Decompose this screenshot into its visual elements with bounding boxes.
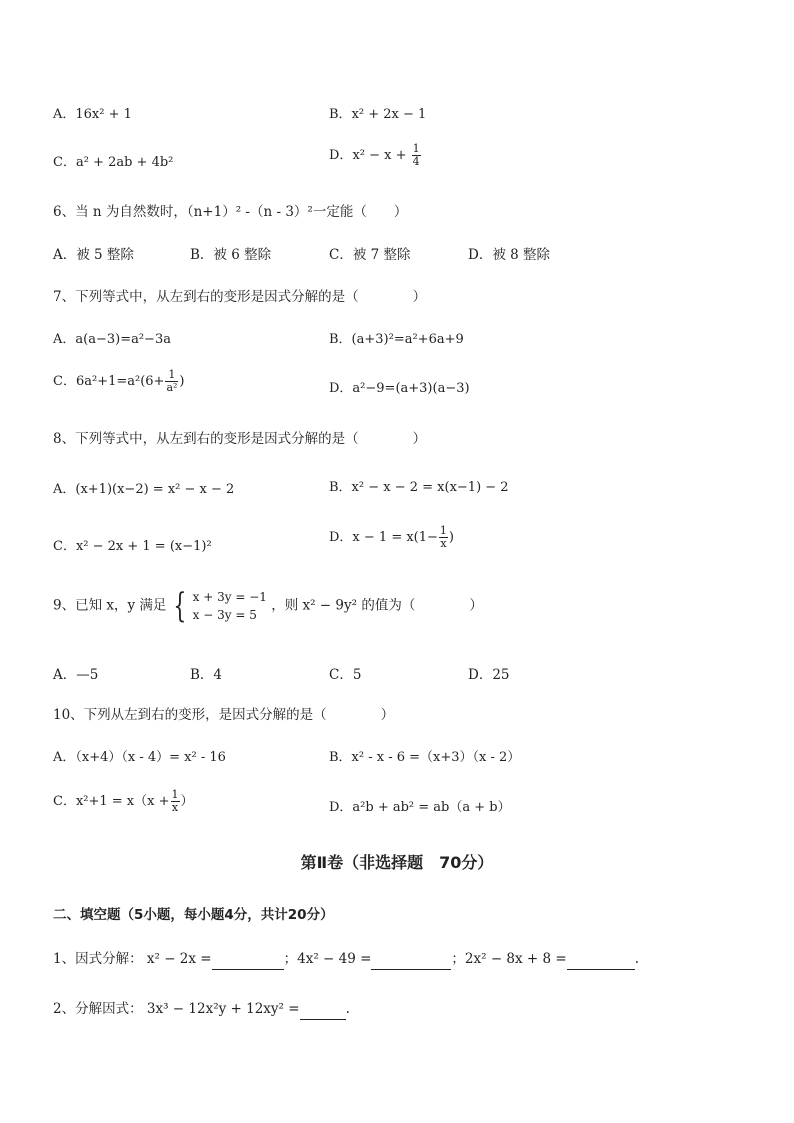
q8-option-d <box>329 525 454 550</box>
option-text: ) <box>179 374 185 389</box>
q5-option-c <box>53 151 173 170</box>
question-text: ，则 x² − 9y² 的值为（ ） <box>271 597 483 614</box>
expression: x² − 2x = <box>146 951 212 967</box>
option-text: C．x²+1 = x（x + <box>53 794 170 809</box>
option-text: ） <box>180 794 194 809</box>
option-label: B． <box>329 107 352 122</box>
option-text: x² + 2x − 1 <box>351 107 427 122</box>
fraction-denominator: x <box>440 537 447 550</box>
answer-blank[interactable] <box>567 953 635 970</box>
q9-text <box>53 588 483 624</box>
fraction-denominator: a² <box>166 381 178 394</box>
fill-question-1 <box>53 947 639 970</box>
q8-text: 8、下列等式中，从左到右的变形是因式分解的是（ ） <box>53 431 427 447</box>
q8-option-b: B．x² − x − 2 = x(x−1) − 2 <box>329 480 509 495</box>
option-text: x² − x + <box>352 148 407 163</box>
q6-option-a: A．被 5 整除 <box>53 247 134 263</box>
option-text: D．x − 1 = x(1− <box>329 530 438 545</box>
expression: 4x² − 49 = <box>297 951 372 967</box>
fraction <box>412 143 421 168</box>
separator: ； <box>283 951 298 967</box>
q6-option-d: D．被 8 整除 <box>468 247 550 263</box>
question-text: 9、已知 x，y 满足 <box>53 597 167 614</box>
fraction-numerator: 1 <box>439 524 447 537</box>
q10-option-b: B．x² - x - 6 =（x+3）（x - 2） <box>329 750 521 765</box>
answer-blank[interactable] <box>300 1003 346 1020</box>
q9-option-c: C．5 <box>329 667 362 683</box>
fraction <box>439 525 448 550</box>
fraction-numerator: 1 <box>171 788 179 801</box>
q9-option-d: D．25 <box>468 667 510 683</box>
period: . <box>345 1001 350 1017</box>
period: . <box>634 951 640 967</box>
q8-option-a: A．(x+1)(x−2) = x² − x − 2 <box>53 482 235 497</box>
equation-1: x + 3y = −1 <box>192 590 267 604</box>
q6-option-b: B．被 6 整除 <box>190 247 272 263</box>
section2-title: 二、填空题（5小题，每小题4分，共计20分） <box>53 907 334 923</box>
fraction-numerator: 1 <box>165 369 178 382</box>
q7-option-a: A．a(a−3)=a²−3a <box>53 332 171 347</box>
q10-text: 10、下列从左到右的变形，是因式分解的是（ ） <box>53 707 395 723</box>
q5-option-d <box>329 143 422 168</box>
option-text: ) <box>448 530 454 545</box>
equation-system <box>193 588 267 624</box>
question-label: 2、分解因式： <box>53 1001 143 1017</box>
fraction <box>165 369 178 394</box>
q9-option-b: B．4 <box>190 667 223 683</box>
q5-option-a <box>53 103 132 122</box>
q7-text: 7、下列等式中，从左到右的变形是因式分解的是（ ） <box>53 289 427 305</box>
brace-icon: { <box>173 586 187 626</box>
q10-option-a: A．（x+4）（x - 4）= x² - 16 <box>53 750 226 765</box>
q10-option-d: D．a²b + ab² = ab（a + b） <box>329 800 511 815</box>
equation-2: x − 3y = 5 <box>192 608 257 622</box>
option-label: D． <box>329 148 353 163</box>
part2-title: 第Ⅱ卷（非选择题 70分） <box>300 853 494 872</box>
q10-option-c <box>53 789 194 814</box>
option-text: a² + 2ab + 4b² <box>75 155 174 170</box>
option-text: 16x² + 1 <box>75 107 132 122</box>
option-label: A． <box>53 107 76 122</box>
expression: 3x³ − 12x²y + 12xy² = <box>146 1001 300 1017</box>
separator: ； <box>451 951 465 967</box>
q9-option-a: A．—5 <box>53 667 99 683</box>
fraction <box>171 789 180 814</box>
fraction-denominator: 4 <box>412 155 420 168</box>
q8-option-c: C．x² − 2x + 1 = (x−1)² <box>53 539 212 554</box>
q6-option-c: C．被 7 整除 <box>329 247 411 263</box>
q7-option-b: B．(a+3)²=a²+6a+9 <box>329 332 464 347</box>
q5-option-b <box>329 103 426 122</box>
q7-option-d: D．a²−9=(a+3)(a−3) <box>329 381 470 396</box>
fraction-denominator: x <box>171 801 179 814</box>
answer-blank[interactable] <box>371 953 451 970</box>
q6-text: 6、当 n 为自然数时，（n+1）² -（n - 3）²一定能（ ） <box>53 204 408 220</box>
option-text: C．6a²+1=a²(6+ <box>53 374 165 389</box>
fraction-numerator: 1 <box>412 142 420 155</box>
answer-blank[interactable] <box>212 953 284 970</box>
expression: 2x² − 8x + 8 = <box>464 951 567 967</box>
option-label: C． <box>53 155 76 170</box>
question-label: 1、因式分解： <box>53 951 143 967</box>
fill-question-2 <box>53 997 350 1020</box>
q7-option-c <box>53 369 184 394</box>
